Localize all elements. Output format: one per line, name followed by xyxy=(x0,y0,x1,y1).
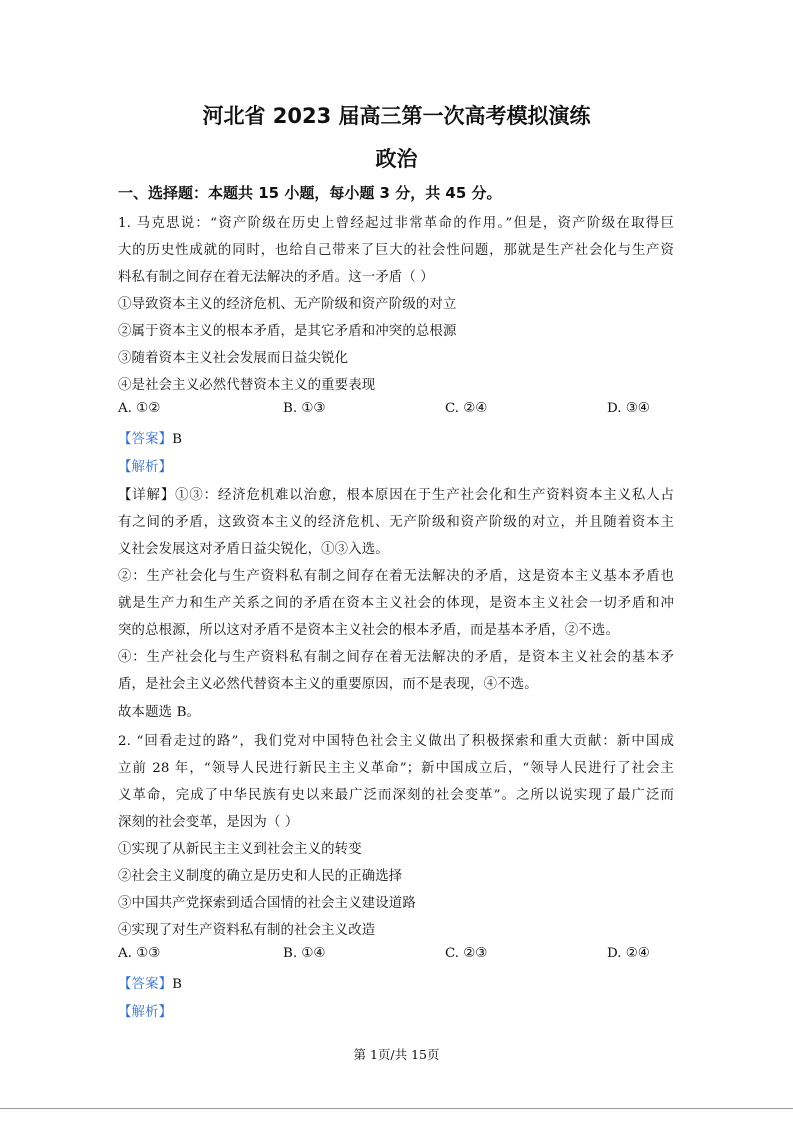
q1-item: ②属于资本主义的根本矛盾，是其它矛盾和冲突的总根源 xyxy=(118,324,457,339)
q1-answer xyxy=(118,428,182,447)
analysis-tag: 【解析】 xyxy=(118,460,173,475)
q2-stem-line: 深刻的社会变革，是因为（ ） xyxy=(118,815,299,830)
q2-item: ③中国共产党探索到适合国情的社会主义建设道路 xyxy=(118,896,416,911)
page-divider xyxy=(0,1108,793,1109)
q1-item: ①导致资本主义的经济危机、无产阶级和资产阶级的对立 xyxy=(118,297,457,312)
q2-stem-line: 立前 28 年，“领导人民进行新民主主义革命”；新中国成立后，“领导人民进行了社会主 xyxy=(118,761,674,776)
q2-answer xyxy=(118,973,182,992)
q2-option-a: A. ①③ xyxy=(118,946,161,961)
document-subject: 政治 xyxy=(375,147,418,171)
q1-analysis xyxy=(118,456,172,475)
analysis-tag: 【解析】 xyxy=(118,1005,173,1020)
q1-detail-line: 就是生产力和生产关系之间的矛盾在资本主义社会的体现，是资本主义社会一切矛盾和冲 xyxy=(118,596,674,611)
q2-option-d: D. ②④ xyxy=(607,946,650,961)
q1-detail-line: 有之间的矛盾，这致资本主义的经济危机、无产阶级和资产阶级的对立，并且随着资本主 xyxy=(118,515,674,530)
q1-stem-line: 大的历史性成就的同时，也给自己带来了巨大的社会性问题，那就是生产社会化与生产资 xyxy=(118,243,674,258)
q1-option-c: C. ②④ xyxy=(445,401,488,416)
q1-detail-line: 突的总根源，所以这对矛盾不是资本主义社会的根本矛盾，而是基本矛盾，②不选。 xyxy=(118,623,620,638)
q2-stem-line: 2. “回看走过的路”，我们党对中国特色社会主义做出了积极探索和重大贡献：新中国成 xyxy=(118,734,674,749)
q1-stem-line: 料私有制之间存在着无法解决的矛盾。这一矛盾（ ） xyxy=(118,270,434,285)
q1-detail-line: ②：生产社会化与生产资料私有制之间存在着无法解决的矛盾，这是资本主义基本矛盾也 xyxy=(118,569,674,584)
q1-item: ③随着资本主义社会发展而日益尖锐化 xyxy=(118,351,349,366)
q2-item: ①实现了从新民主主义到社会主义的转变 xyxy=(118,842,362,857)
q1-conclusion: 故本题选 B。 xyxy=(118,705,201,720)
answer-tag: 【答案】 xyxy=(118,432,173,447)
q1-option-d: D. ③④ xyxy=(607,401,650,416)
q2-item: ④实现了对生产资料私有制的社会主义改造 xyxy=(118,923,376,938)
answer-tag: 【答案】 xyxy=(118,977,173,992)
q1-detail-line: 盾，是社会主义必然代替资本主义的重要原因，而不是表现，④不选。 xyxy=(118,677,538,692)
q1-detail-line: 义社会发展这对矛盾日益尖锐化，①③入选。 xyxy=(118,542,389,557)
q2-stem-line: 义革命，完成了中华民族有史以来最广泛而深刻的社会变革”。之所以说实现了最广泛而 xyxy=(118,788,674,803)
detail-text: ①③：经济危机难以治愈，根本原因在于生产社会化和生产资料资本主义私人占 xyxy=(175,488,674,503)
q2-option-b: B. ①④ xyxy=(283,946,326,961)
q1-option-a: A. ①② xyxy=(118,401,161,416)
q1-option-b: B. ①③ xyxy=(283,401,326,416)
answer-value: B xyxy=(172,432,183,447)
q1-stem-line: 1. 马克思说：“资产阶级在历史上曾经起过非常革命的作用。”但是，资产阶级在取得巨 xyxy=(118,216,674,231)
q2-analysis xyxy=(118,1001,172,1020)
document-title: 河北省 2023 届高三第一次高考模拟演练 xyxy=(202,104,591,128)
section-heading: 一、选择题：本题共 15 小题，每小题 3 分，共 45 分。 xyxy=(118,184,502,202)
q1-item: ④是社会主义必然代替资本主义的重要表现 xyxy=(118,378,376,393)
page-footer: 第 1页/共 15页 xyxy=(353,1047,440,1062)
q1-detail-line: ④：生产社会化与生产资料私有制之间存在着无法解决的矛盾，是资本主义社会的基本矛 xyxy=(118,650,674,665)
q2-option-c: C. ②③ xyxy=(445,946,488,961)
answer-value: B xyxy=(172,977,183,992)
detail-tag: 【详解】 xyxy=(118,488,176,503)
q1-detail-line xyxy=(118,484,674,503)
q2-item: ②社会主义制度的确立是历史和人民的正确选择 xyxy=(118,869,403,884)
